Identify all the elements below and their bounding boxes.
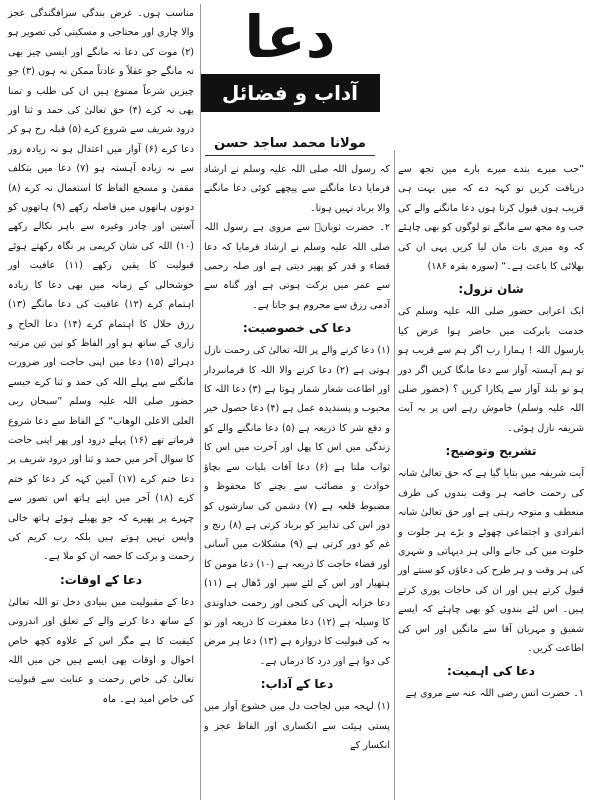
section-heading: شان نزول: (458, 282, 524, 297)
section-heading: تشریح وتوضیح: (445, 444, 537, 459)
section-text: ایک اعرابی حضور صلی اللہ علیہ وسلم کی خدمت بابرکت میں حاضر ہوا عرض کیا یارسول اللہ ! ہمارا رب اگر ہم سے قریب ہو تو ہم آہستہ آواز سے دعا مانگا کریں اگر دور ہو تو بلند آواز سے پکارا کریں ؟ (حضور صلی اللہ علیہ وسلم) خاموش رہے اس پر یہ آیت شریفہ نازل ہوئی۔ (398, 306, 584, 434)
page-title: دعا (244, 3, 336, 71)
section-text: (۱) دعا کرنے والے پر اللہ تعالیٰ کی رحمت نازل ہوتی ہے (۲) دعا کرنے والا اللہ کا فرمانبردار اور اطاعت شعار شمار ہوتا ہے (۳) دعا اللہ کا محبوب و پسندیدہ عمل ہے (۴) دعا حصول خیر و دفع شر کا ذریعہ ہے (۵) دعا مانگنے والے کو زندگی میں اس کا پھل اور آخرت میں اس کا ثواب ملتا ہے (۶) دعا آفات بلیات سے بچاؤ حوادث و مصائب سے بچنے کا محفوظ و مضبوط قلعہ ہے (۷) دشمن کی سازشوں کو دور اس کی تدابیر کو برباد کرتی ہے (۸) رنج و غم کو دور کرتی ہے (۹) مشکلات میں آسانی اور قضاء حاجت کا ذریعہ ہے (۱۰) دعا مومن کا ہتھیار اور اس کے لئے سپر اور ڈھال ہے (۱۱) دعا خزانہ الٰہی کی کنجی اور رحمت خداوندی کا وسیلہ ہے (۱۲) دعا مغفرت کا ذریعہ اور تو بہ کی قبولیت کا دروازہ ہے (۱۳) دعا ہر مرض کی دوا ہے اور درد کا درماں ہے۔ (204, 345, 391, 667)
column-divider (394, 150, 395, 800)
paragraph: مناسب ہوں۔ غرض بندگی سرافگندگی عجز والا چاری اور محتاجی و مسکینی کی تصویر ہو (۲) موت کی دعا نہ مانگے اور ایسی چیز بھی نہ مانگے جو عقلاً و عادتاً ممکن نہ ہوں (۳) جو چیزیں شرعاً ممنوع ہیں ان کی طلب و تمنا بھی نہ کرے (۴) حق تعالیٰ کی حمد و ثنا اور درود شریف سے شروع کرے (۵) قبلہ رخ ہو کر دعا کرے (۶) آواز میں اعتدال ہو نہ زیادہ زور سے نہ زیادہ آہستہ ہو (۷) دعا میں بتکلف مقفیٰ و مسجع الفاظ کا استعمال نہ کرے (۸) دونوں ہاتھوں میں فاصلہ رکھے (۹) ہاتھوں کو آستین اور چادر وغیرہ سے باہر نکالے رکھے (۱۰) اللہ کی شان کریمی پر نگاہ رکھتے ہوئے قبولیت کا یقین رکھے (۱۱) عافیت اور خوشحالی کے زمانہ میں بھی دعا کا زیادہ اہتمام کرے (۱۲) عافیت کی دعا مانگے (۱۳) رزق حلال کا اہتمام کرے (۱۴) دعا الحاح و زاری کے ساتھ ہو اور الفاظ کو تین تین مرتبہ دہرائے (۱۵) دعا میں اپنی حاجت اور ضرورت مانگنے سے پہلے اللہ کی حمد و ثنا کرے جیسے حضور صلی اللہ علیہ وسلم ”سبحان ربی العلی الاعلی الوھاب“ کے الفاظ سے دعا شروع فرماتے تھے (۱۶) پہلے درود اور پھر اپنی حاجت کا سوال آخر میں حمد و ثنا اور درود شریف پر دعا ختم کرے (۱۷) آمین کہہ کر دعا کو ختم کرے (۱۸) آخر میں اپنے ہاتھ اس تصور سے چہرے پر پھیرے کہ جو پھیلے ہوئے ہاتھ خالی واپس نہیں ہوتے ہیں بلکہ رب کریم کی رحمت و برکت کا حصہ ان کو ملا ہے۔ (8, 8, 195, 563)
author-byline: مولانا محمد ساجد حسن (205, 135, 375, 156)
section-heading: دعا کی اہمیت: (447, 664, 535, 679)
verse-text: ”جب میرے بندے میرے بارے میں تجھ سے دریافت کریں تو کہہ دے کہ میں بہت ہی قریب ہوں قبول کرتا ہوں دعا مانگنے والے کی جب وہ مجھ سے مانگے تو لوگوں کو بھی چاہئے کہ وہ میری بات مان لیا کریں یہی ان کی بھلائی کا باعث ہے۔“ (سورہ بقرہ ۱۸۶) (398, 164, 584, 273)
section-heading: دعا کے اوقات: (59, 572, 143, 587)
middle-column (204, 160, 390, 755)
paragraph: کہ رسول اللہ صلی اللہ علیہ وسلم نے ارشاد فرمایا دعا مانگنے سے پیچھے کوئی دعا مانگنے والا برباد نہیں ہوتا۔ (204, 164, 390, 214)
section-text: آیت شریفہ میں بتایا گیا ہے کہ حق تعالیٰ شانہ کی رحمت خاصہ ہر وقت بندوں کی طرف منعطف و متوجہ رہتی ہے اور حق تعالیٰ شانہ انفرادی و اجتماعی چھوٹے و بڑے ہر جلوت و خلوت میں کی جانے والی ہر دیہاتی و شہری کی ہر وقت و ہر طرح کی دعاؤں کو سنتے اور قبول کرتے ہیں اور ان کی حاجات پوری کرتے ہیں۔ اس لئے بندوں کو بھی چاہئے کہ ایسے شفیق و مہربان آقا سے مانگیں اور اس کی اطاعت کریں۔ (398, 468, 584, 654)
section-text: دعا کے مقبولیت میں بنیادی دخل تو اللہ تعالیٰ کے ساتھ دعا کرنے والے کے تعلق اور اندرونی کیفیت کا ہے مگر اس کے علاوہ کچھ خاص احوال و اوقات بھی ایسے ہیں جن میں اللہ تعالیٰ کی خاص رحمت و عنایت سے قبولیت کی خاص امید ہے۔ ماہ (8, 596, 194, 705)
masthead (200, 2, 380, 142)
page-subtitle: آداب و فضائل (200, 74, 380, 112)
section-heading: دعا کی خصوصیت: (242, 321, 352, 336)
section-text: (۱) لہجہ میں لجاجت دل میں خشوع آواز میں پستی ہیئت سے انکساری اور الفاظ عجز و انکسار کے (204, 701, 390, 751)
section-heading: دعا کے آداب: (260, 677, 334, 692)
paragraph: ۲۔ حضرت ثوبانؓ سے مروی ہے رسول اللہ صلی اللہ علیہ وسلم نے ارشاد فرمایا کہ دعا قضاء و قدر کو پھیر دیتی ہے اور صلہ رحمی سے عمر میں برکت ہوتی ہے اور گناہ سے آدمی رزق سے محروم ہو جاتا ہے۔ (204, 222, 390, 311)
section-text: ۱۔ حضرت انس رضی اللہ عنہ سے مروی ہے (405, 688, 584, 700)
left-column (8, 4, 194, 709)
column-divider (200, 4, 201, 800)
right-column (398, 160, 584, 704)
